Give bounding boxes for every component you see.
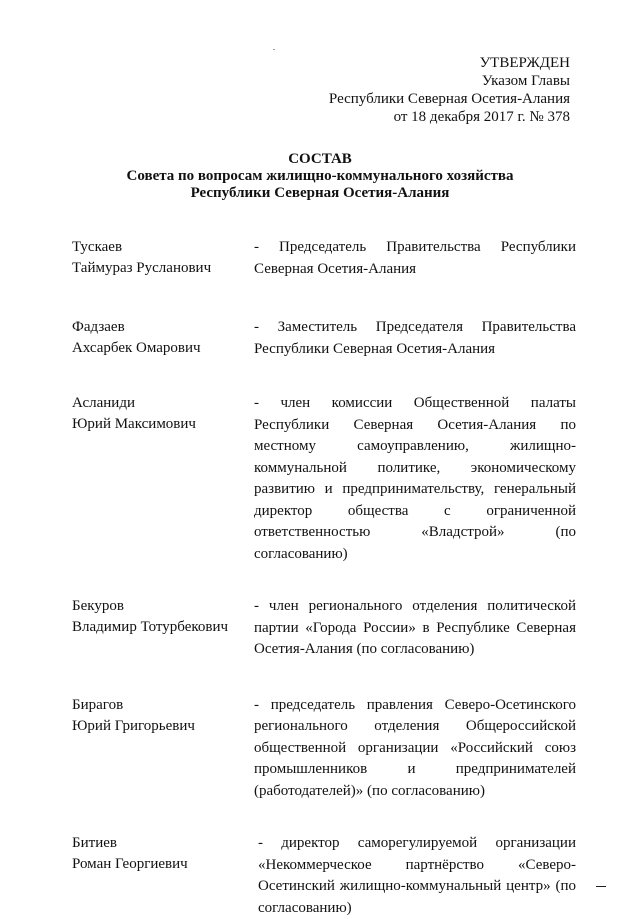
member-given-name: Владимир Тотурбекович bbox=[72, 619, 229, 635]
member-full-name bbox=[72, 393, 254, 565]
member-surname: Тускаев bbox=[72, 239, 123, 255]
member-role: - Председатель Правительства Республики Северная Осетия-Алания bbox=[254, 239, 576, 277]
member-entry bbox=[72, 833, 582, 919]
member-role: - член регионального отделения политической партии «Города России» в Республике Северная Осетия-Алания (по согласованию) bbox=[254, 598, 576, 657]
member-role: - член комиссии Общественной палаты Республики Северная Осетия-Алания по местному самоуправлению, жилищно-коммунальной политике, экономическому развитию и предпринимательству, генеральный директор общества с ограниченной ответственностью «Владстрой» (по согласованию) bbox=[254, 395, 576, 562]
member-given-name: Юрий Григорьевич bbox=[72, 717, 195, 734]
member-entry bbox=[72, 393, 582, 565]
member-role: - председатель правления Северо-Осетинского регионального отделения Общероссийской общественной организации «Российский союз промышленников и предпринимателей (работодателей)» (по согласованию) bbox=[254, 696, 576, 799]
approval-decree: Указом Главы bbox=[481, 73, 570, 89]
member-full-name bbox=[72, 237, 254, 280]
approval-status: УТВЕРЖДЕН bbox=[479, 55, 570, 71]
approval-date-number: от 18 декабря 2017 г. № 378 bbox=[393, 109, 570, 125]
member-surname: Бирагов bbox=[72, 696, 124, 713]
document-subtitle-line-2: Республики Северная Осетия-Алания bbox=[190, 185, 450, 201]
approval-republic: Республики Северная Осетия-Алания bbox=[328, 91, 570, 107]
member-entry bbox=[72, 596, 582, 661]
member-role: - директор саморегулируемой организации «Некоммерческое партнёрство «Северо-Осетинский жилищно-коммунальный центр» (по согласованию) bbox=[258, 835, 576, 916]
member-given-name: Юрий Максимович bbox=[72, 416, 196, 432]
document-heading bbox=[0, 151, 640, 202]
member-entry bbox=[72, 237, 582, 280]
member-surname: Битиев bbox=[72, 835, 117, 851]
member-surname: Бекуров bbox=[72, 598, 124, 614]
member-entry bbox=[72, 695, 582, 803]
document-title: СОСТАВ bbox=[288, 151, 352, 167]
member-surname: Фадзаев bbox=[72, 319, 125, 335]
member-given-name: Ахсарбек Омарович bbox=[72, 340, 201, 356]
approval-stamp-block bbox=[329, 54, 570, 126]
member-full-name bbox=[72, 596, 254, 661]
page-continuation-dash bbox=[596, 886, 606, 887]
members-list bbox=[72, 237, 582, 919]
member-full-name bbox=[72, 317, 254, 360]
member-full-name bbox=[72, 695, 254, 803]
member-entry bbox=[72, 317, 582, 360]
member-role: - Заместитель Председателя Правительства Республики Северная Осетия-Алания bbox=[254, 319, 576, 357]
member-full-name bbox=[72, 833, 254, 919]
member-given-name: Роман Георгиевич bbox=[72, 856, 188, 872]
member-surname: Асланиди bbox=[72, 395, 135, 411]
document-subtitle-line-1: Совета по вопросам жилищно-коммунального хозяйства bbox=[126, 168, 514, 184]
scan-speck bbox=[273, 49, 275, 50]
member-given-name: Таймураз Русланович bbox=[72, 260, 212, 276]
